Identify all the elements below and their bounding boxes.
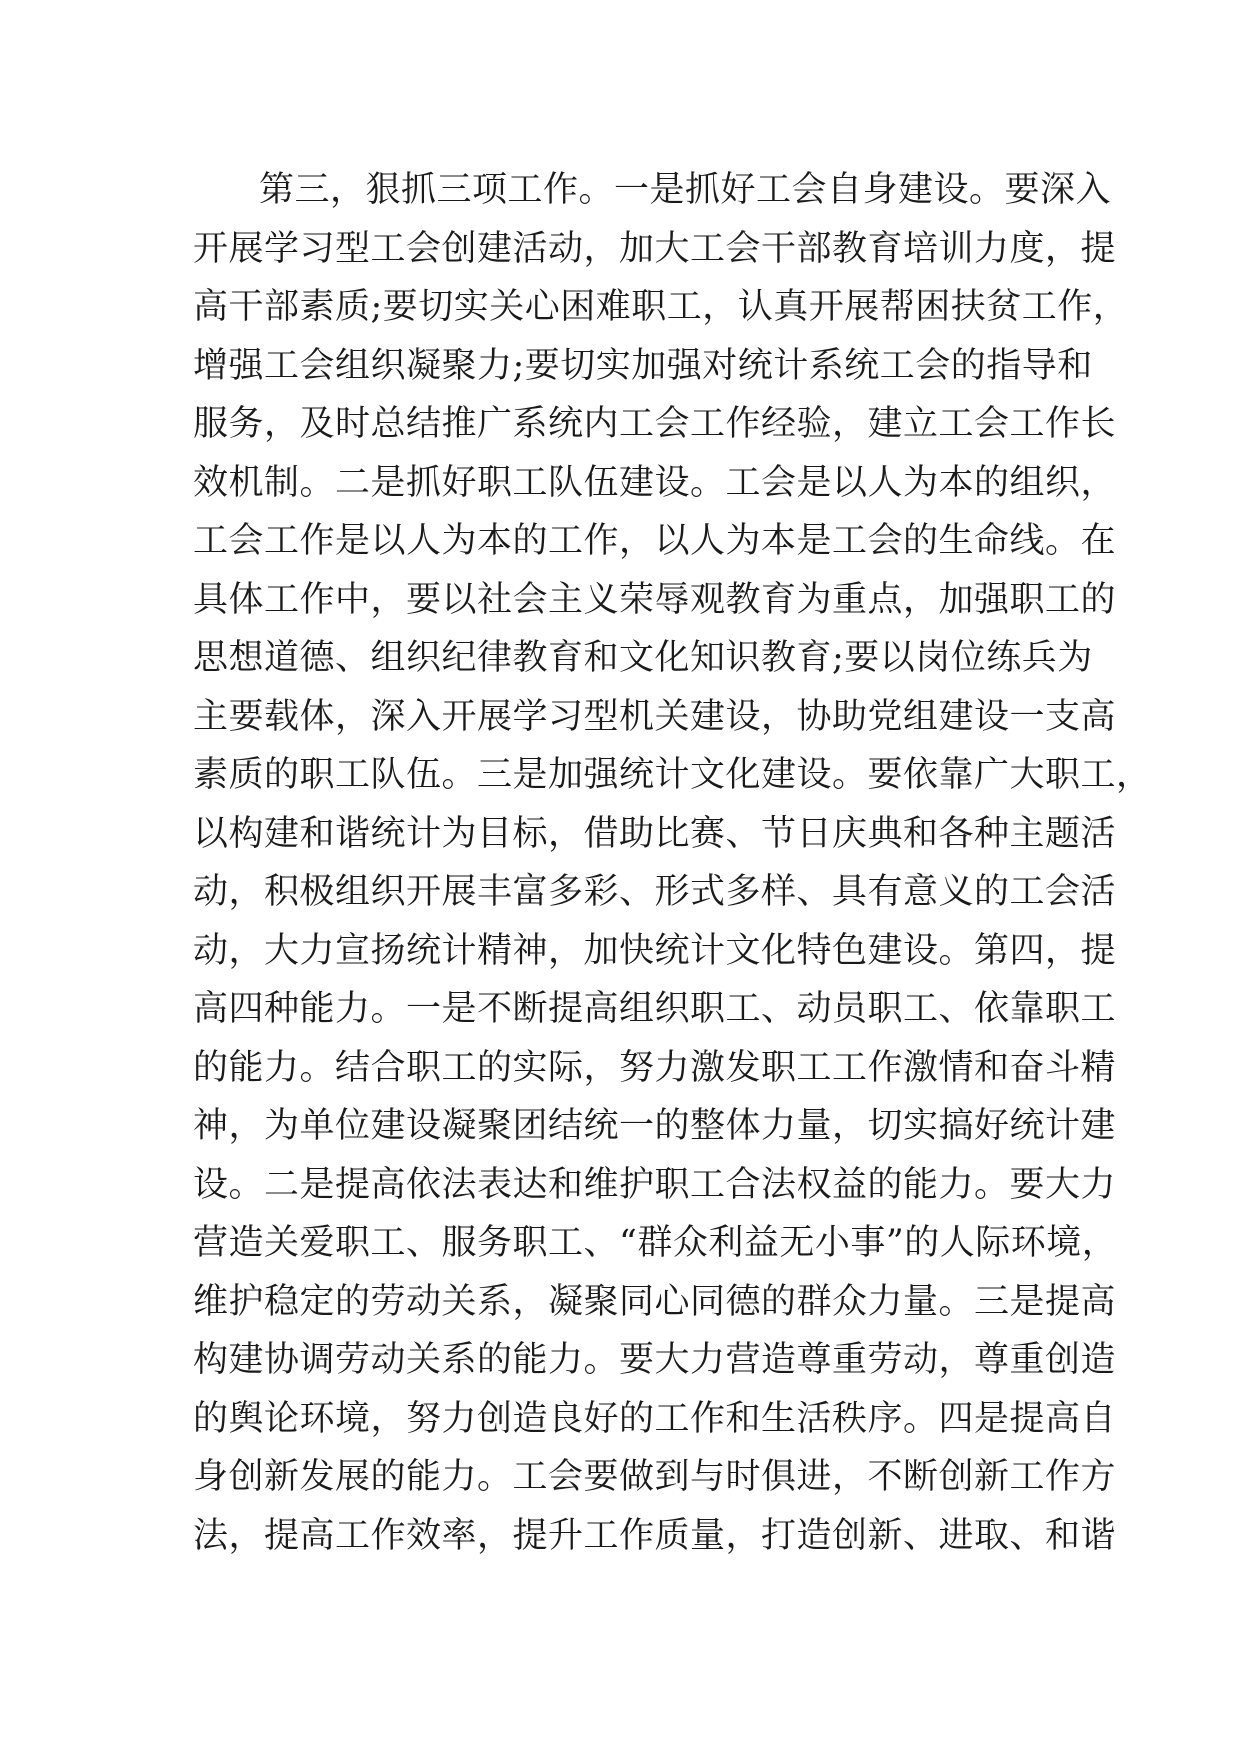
text-line: 素质的职工队伍。三是加强统计文化建设。要依靠广大职工， [193, 755, 1152, 795]
text-line: 开展学习型工会创建活动，加大工会干部教育培训力度，提 [193, 228, 1117, 269]
text-line: 设。二是提高依法表达和维护职工合法权益的能力。要大力 [193, 1164, 1117, 1205]
text-line: 神，为单位建设凝聚团结统一的整体力量，切实搞好统计建 [193, 1106, 1117, 1146]
text-line: 身创新发展的能力。工会要做到与时俱进，不断创新工作方 [193, 1457, 1117, 1497]
text-line: 效机制。二是抓好职工队伍建设。工会是以人为本的组织， [193, 462, 1117, 503]
text-line: 思想道德、组织纪律教育和文化知识教育;要以岗位练兵为 [193, 638, 1093, 678]
text-line: 主要载体，深入开展学习型机关建设，协助党组建设一支高 [193, 696, 1117, 737]
text-line: 的舆论环境，努力创造良好的工作和生活秩序。四是提高自 [193, 1398, 1117, 1439]
text-line: 法，提高工作效率，提升工作质量，打造创新、进取、和谐 [193, 1515, 1117, 1556]
text-line: 营造关爱职工、服务职工、“群众利益无小事”的人际环境， [193, 1223, 1118, 1263]
text-line: 高干部素质;要切实关心困难职工，认真开展帮困扶贫工作， [193, 287, 1129, 327]
text-line: 高四种能力。一是不断提高组织职工、动员职工、依靠职工 [193, 989, 1117, 1029]
text-line: 构建协调劳动关系的能力。要大力营造尊重劳动，尊重创造 [193, 1340, 1117, 1380]
text-line: 动，积极组织开展丰富多彩、形式多样、具有意义的工会活 [193, 872, 1117, 912]
text-line: 增强工会组织凝聚力;要切实加强对统计系统工会的指导和 [193, 345, 1093, 386]
text-line: 以构建和谐统计为目标，借助比赛、节日庆典和各种主题活 [193, 813, 1117, 854]
text-line: 维护稳定的劳动关系，凝聚同心同德的群众力量。三是提高 [193, 1281, 1117, 1322]
text-line: 第三，狠抓三项工作。一是抓好工会自身建设。要深入 [259, 170, 1112, 210]
text-line: 动，大力宣扬统计精神，加快统计文化特色建设。第四，提 [193, 930, 1117, 971]
text-line: 具体工作中，要以社会主义荣辱观教育为重点，加强职工的 [193, 579, 1117, 620]
text-line: 工会工作是以人为本的工作，以人为本是工会的生命线。在 [193, 521, 1117, 561]
text-line: 的能力。结合职工的实际，努力激发职工工作激情和奋斗精 [193, 1047, 1117, 1088]
text-line: 服务，及时总结推广系统内工会工作经验，建立工会工作长 [193, 404, 1117, 444]
body-paragraph [193, 161, 1152, 1565]
